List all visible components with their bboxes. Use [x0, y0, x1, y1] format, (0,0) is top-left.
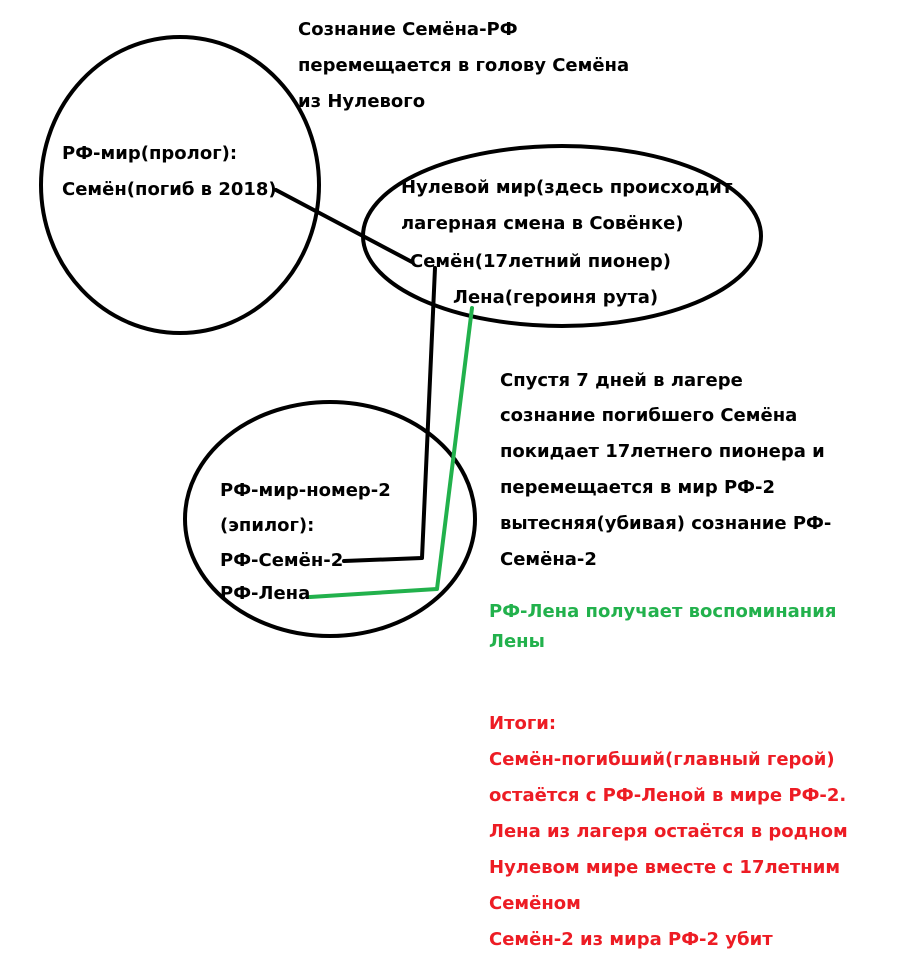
semyon-to-rf2-line: [344, 268, 435, 561]
results-line: Семён-погибший(главный герой): [489, 749, 835, 770]
transfer-note-line: перемещается в мир РФ-2: [500, 477, 776, 498]
memory-note-line: РФ-Лена получает воспоминания: [489, 601, 837, 622]
world-zero-lena: Лена(героиня рута): [453, 287, 659, 308]
transfer-note-line: покидает 17летнего пионера и: [500, 441, 825, 462]
world-rf-semyon: Семён(погиб в 2018): [62, 179, 277, 200]
world-rf2-title: РФ-мир-номер-2: [220, 480, 391, 501]
semyon-transfer-line: [276, 190, 412, 262]
world-rf2-lena: РФ-Лена: [220, 583, 311, 604]
header-note-line: из Нулевого: [298, 91, 426, 112]
transfer-note-line: Спустя 7 дней в лагере: [500, 370, 743, 391]
header-note-line: перемещается в голову Семёна: [298, 55, 630, 76]
world-rf2-title: (эпилог):: [220, 515, 315, 536]
world-rf2-semyon: РФ-Семён-2: [220, 550, 344, 571]
results-line: Лена из лагеря остаётся в родном: [489, 821, 848, 842]
world-zero-title: Нулевой мир(здесь происходит: [401, 177, 733, 198]
transfer-note-line: сознание погибшего Семёна: [500, 405, 798, 426]
results-heading: Итоги:: [489, 713, 557, 734]
results-line: Семёном: [489, 893, 581, 914]
results-line: Семён-2 из мира РФ-2 убит: [489, 929, 773, 950]
header-note-line: Сознание Семёна-РФ: [298, 19, 518, 40]
transfer-note-line: Семёна-2: [500, 549, 597, 570]
world-zero-semyon: Семён(17летний пионер): [410, 251, 671, 272]
world-rf-title: РФ-мир(пролог):: [62, 143, 238, 164]
memory-note-line: Лены: [489, 631, 545, 652]
transfer-note-line: вытесняя(убивая) сознание РФ-: [500, 513, 832, 534]
world-zero-title: лагерная смена в Совёнке): [401, 213, 684, 234]
results-line: Нулевом мире вместе с 17летним: [489, 857, 841, 878]
results-line: остаётся с РФ-Леной в мире РФ-2.: [489, 785, 847, 806]
